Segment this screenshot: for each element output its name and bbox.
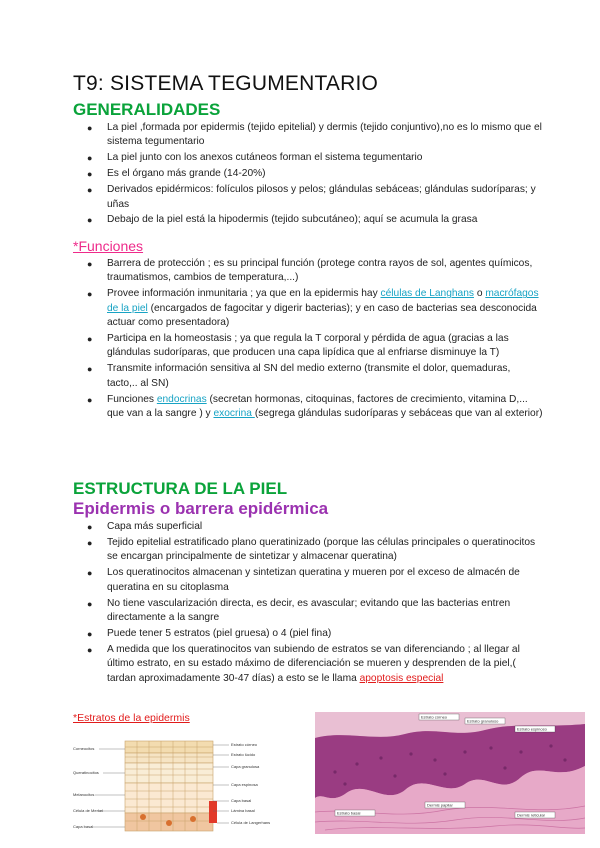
list-item: ● Transmite información sensitiva al SN del medio externo (transmite el dolor, quemaduras, tacto,.. al SN) — [87, 363, 511, 389]
heading-estratos: *Estratos de la epidermis — [73, 712, 190, 724]
micro-label: Dermis papilar — [427, 802, 453, 808]
diagram-label: Capa granulosa — [231, 764, 260, 769]
link-exocrina[interactable]: exocrina — [213, 408, 255, 420]
diagram-label: Corneocitos — [73, 746, 95, 751]
list-item: ● La piel junto con los anexos cutáneos forman el sistema tegumentario — [73, 151, 543, 165]
micro-label: Estrato basal — [337, 810, 361, 816]
bullet-icon: ● — [87, 259, 93, 269]
bullet-icon: ● — [87, 169, 93, 180]
heading-estructura: ESTRUCTURA DE LA PIEL — [73, 479, 288, 498]
list-item: ● Los queratinocitos almacenan y sintetizan queratina y mueren por el exceso de almacén de queratina en su citoplasma — [87, 567, 520, 593]
micro-label: Estrato granuloso — [467, 718, 499, 724]
page-title: T9: SISTEMA TEGUMENTARIO — [73, 72, 379, 95]
bullet-icon: ● — [87, 215, 93, 226]
bullet-icon: ● — [87, 394, 93, 405]
list-item: ● Capa más superficial — [73, 520, 543, 534]
bullet-icon: ● — [87, 644, 93, 655]
diagram-label: Estrato lúcido — [231, 752, 256, 757]
bullet-icon: ● — [87, 522, 93, 532]
funciones-list — [73, 257, 543, 423]
list-item: ● Funciones endocrinas (secretan hormonas, citoquinas, factores de crecimiento, vitamina D,... que van a la sangre ) y exocrina (segrega glándulas sudoríparas y sebáceas que van al exterior) — [87, 393, 543, 420]
micro-label: Estrato espinoso — [517, 726, 547, 732]
list-item: ● No tiene vascularización directa, es decir, es avascular; evitando que las bacterias entren directamente a la sangre — [87, 597, 511, 623]
diagram-label: Capa basal — [231, 798, 252, 803]
list-item: ● Puede tener 5 estratos (piel gruesa) o 4 (piel fina) — [73, 627, 543, 641]
subheading-epidermis: Epidermis o barrera epidérmica — [73, 499, 329, 518]
micro-label: Dermis reticular — [517, 812, 546, 818]
bullet-icon: ● — [87, 598, 93, 609]
bullet-icon: ● — [87, 123, 93, 133]
bullet-icon: ● — [87, 568, 93, 579]
bullet-icon: ● — [87, 185, 93, 196]
micro-label: Estrato córneo — [421, 714, 448, 720]
link-macrofagos[interactable]: macrófagos de la piel — [107, 288, 539, 314]
diagram-label: Estrato córneo — [231, 742, 258, 747]
epidermis-diagram-svg — [73, 735, 303, 837]
link-apoptosis[interactable]: apoptosis especial — [359, 672, 444, 684]
list-item: ● La piel ,formada por epidermis (tejido epitelial) y dermis (tejido conjuntivo),no es lo mismo que el sistema tegumentario — [87, 122, 542, 148]
epidermis-diagram — [73, 735, 303, 837]
list-item: ● Barrera de protección ; es su principal función (protege contra rayos de sol, agentes químicos, traumatismos, cambios de temperatura,...) — [87, 258, 533, 284]
skin-micrograph — [315, 712, 585, 834]
heading-generalidades: GENERALIDADES — [73, 100, 221, 119]
link-langhans[interactable]: células de Langhans — [380, 288, 474, 300]
bullet-icon: ● — [87, 153, 93, 164]
diagram-label: Capa basal — [73, 824, 94, 829]
bullet-icon: ● — [87, 289, 93, 300]
diagram-label: Lámina basal — [231, 808, 255, 813]
bullet-icon: ● — [87, 334, 93, 345]
link-endocrinas[interactable]: endocrinas — [156, 393, 207, 405]
diagram-label: Capa espinosa — [231, 782, 258, 787]
list-item: ● Participa en la homeostasis ; ya que regula la T corporal y pérdida de agua (gracias a las glándulas sudoríparas, que producen una capa lipídica que al enfriarse disminuye la T) — [87, 333, 509, 359]
list-item: ● A medida que los queratinocitos van subiendo de estratos se van diferenciando ; al llegar al último estrato, en su estado máximo de diferenciación se mueren y desprenden de la piel,( tardan aproximadamente 30-47 días) a esto se le llama apoptosis especial — [87, 643, 520, 684]
list-item: ● Debajo de la piel está la hipodermis (tejido subcutáneo); aquí se acumula la grasa — [73, 213, 543, 227]
diagram-label: Melanocitos — [73, 792, 95, 797]
generalidades-list — [73, 121, 543, 229]
list-item: ● Derivados epidérmicos: folículos pilosos y pelos; glándulas sebáceas; glándulas sudoríparas; y uñas — [87, 184, 536, 210]
list-item: ● Tejido epitelial estratificado plano queratinizado (porque las células principales o queratinocitos se encargan principalmente de sintetizar y almacenar queratina) — [87, 536, 536, 563]
epidermis-list — [73, 520, 543, 687]
diagram-label: Célula de Merkel — [73, 808, 104, 813]
bullet-icon: ● — [87, 364, 93, 375]
bullet-icon: ● — [87, 628, 93, 639]
diagram-label: Célula de Langerhans — [231, 820, 271, 825]
diagram-label: Queratinocitos — [73, 770, 99, 775]
list-item: ● Es el órgano más grande (14-20%) — [73, 167, 543, 181]
bullet-icon: ● — [87, 537, 93, 548]
list-item: ● Provee información inmunitaria ; ya que en la epidermis hay células de Langhans o macrófagos de la piel (encargados de fagocitar y digerir bacterias); y en caso de bacterias sea desconocida actuar como presentadora) — [87, 288, 539, 329]
skin-micrograph-svg — [315, 712, 585, 834]
heading-funciones: *Funciones — [73, 238, 144, 254]
